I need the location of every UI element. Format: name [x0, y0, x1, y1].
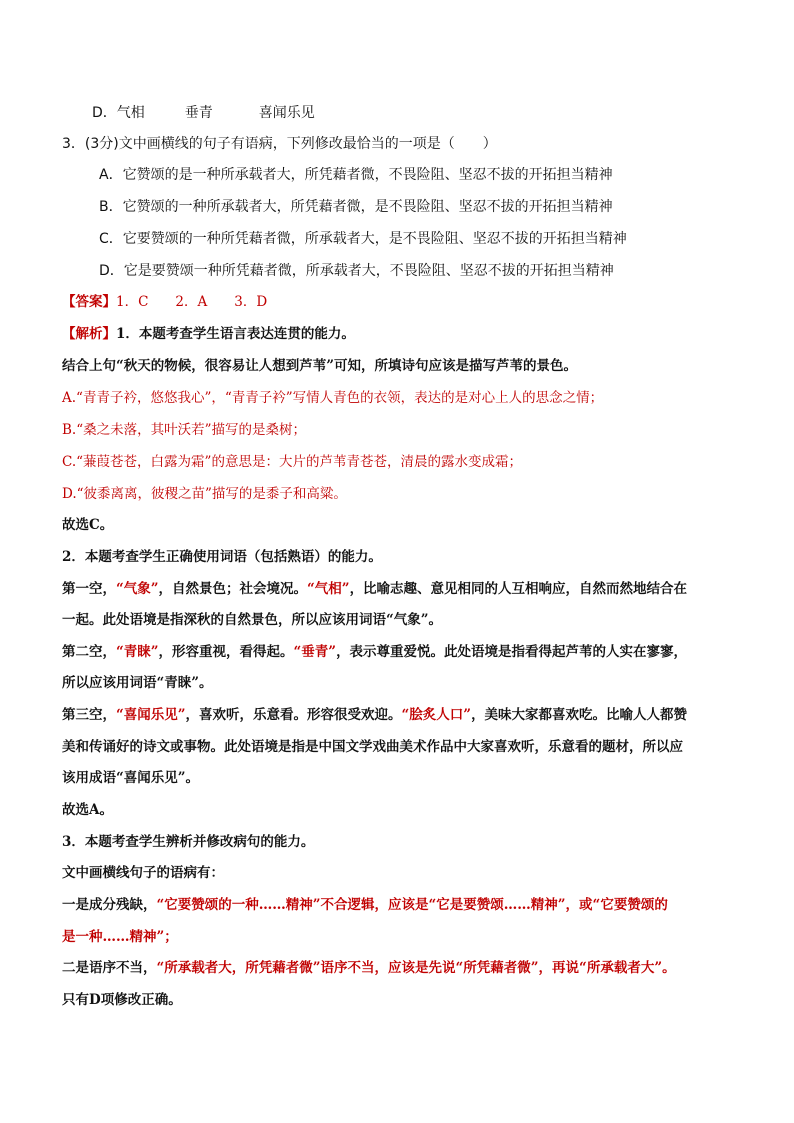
term-qinglai: “青睐”	[116, 644, 159, 660]
analysis-head	[62, 324, 355, 344]
text-run: 第一空，	[62, 581, 116, 597]
text-run: ，形容重视，看得起。	[158, 644, 294, 660]
analysis-p1-a: A.“青青子衿，悠悠我心”，“青青子衿”写情人青色的衣领，表达的是对心上人的思念之情；	[62, 390, 604, 406]
text-run: ，表示尊重爱悦。此处语境是指看得起芦苇的人实在寥寥，	[336, 644, 688, 660]
analysis-p3-line2	[62, 895, 668, 915]
analysis-p2-line1	[62, 579, 687, 599]
option-word-3: 喜闻乐见	[258, 105, 315, 121]
term-xiwenlejian: “喜闻乐见”	[116, 707, 186, 723]
text-run: 第二空，	[62, 644, 116, 660]
answer-line	[62, 292, 267, 312]
text-run: 第三空，	[62, 707, 116, 723]
term-qixiang: “气象”	[116, 581, 159, 597]
option-word-2: 垂青	[184, 105, 213, 121]
analysis-p2-line4: 所以应该用词语“青睐”。	[62, 675, 213, 691]
option-d-previous	[92, 103, 315, 123]
question-3-option-a: A．它赞颂的是一种所承载者大，所凭藉者微，不畏险阻、坚忍不拔的开拓担当精神	[99, 167, 613, 183]
question-3-option-d: D．它是要赞颂一种所凭藉者微，所承载者大，不畏险阻、坚忍不拔的开拓担当精神	[99, 263, 614, 279]
answer-text: 1．C 2．A 3．D	[116, 294, 268, 310]
analysis-p2-head: 2．本题考查学生正确使用词语（包括熟语）的能力。	[62, 549, 382, 565]
term-chuiqing: “垂青”	[293, 644, 337, 660]
analysis-p3-line3: 是一种……精神”；	[62, 929, 178, 945]
text-run: ，美味大家都喜欢吃。比喻人人都赞	[471, 707, 688, 723]
analysis-label: 【解析】	[62, 326, 116, 342]
analysis-p2-end: 故选A。	[62, 802, 113, 818]
text-run: ，自然景色；社会境况。	[158, 581, 308, 597]
text-run: ，比喻志趣、意见相同的人互相响应，自然而然地结合在	[349, 581, 688, 597]
text-run-red: “它要赞颂的一种……精神”不合逻辑，应该是“它是要赞颂……精神”，或“它要赞颂的	[156, 897, 668, 913]
option-letter: D．	[92, 105, 117, 121]
analysis-p1-head: 1．本题考查学生语言表达连贯的能力。	[116, 326, 355, 342]
question-3-option-c: C．它要赞颂的一种所凭藉者微，所承载者大，是不畏险阻、坚忍不拔的开拓担当精神	[99, 231, 627, 247]
text-run: ，喜欢听，乐意看。形容很受欢迎。	[185, 707, 402, 723]
option-word-1: 气相	[116, 105, 145, 121]
term-kuaizhirenkou: “脍炙人口”	[401, 707, 472, 723]
text-run-red: “所承载者大，所凭藉者微”语序不当，应该是先说“所凭藉者微”，再说“所承载者大”。	[156, 960, 676, 976]
analysis-p3-line4	[62, 958, 676, 978]
analysis-p2-line7: 该用成语“喜闻乐见”。	[62, 770, 200, 786]
analysis-p3-line1: 文中画横线句子的语病有：	[62, 865, 224, 881]
analysis-p1-d: D.“彼黍离离，彼稷之苗”描写的是黍子和高粱。	[62, 486, 347, 502]
analysis-p1-end: 故选C。	[62, 517, 114, 533]
question-3-option-b: B．它赞颂的一种所承载者大，所凭藉者微，是不畏险阻、坚忍不拔的开拓担当精神	[99, 199, 613, 215]
analysis-p2-line3	[62, 642, 687, 662]
analysis-p1-b: B.“桑之未落，其叶沃若”描写的是桑树；	[62, 422, 307, 438]
analysis-p2-line5	[62, 705, 687, 725]
text-run: 一是成分残缺，	[62, 897, 157, 913]
analysis-p1-line1: 结合上句“秋天的物候，很容易让人想到芦苇”可知，所填诗句应该是描写芦苇的景色。	[62, 358, 578, 374]
term-qixiang-alt: “气相”	[307, 581, 350, 597]
answer-label: 【答案】	[62, 294, 116, 310]
analysis-p3-head: 3．本题考查学生辨析并修改病句的能力。	[62, 834, 315, 850]
analysis-p2-line6: 美和传诵好的诗文或事物。此处语境是指是中国文学戏曲美术作品中大家喜欢听，乐意看的题材，所以应	[62, 739, 683, 755]
analysis-p2-line2: 一起。此处语境是指深秋的自然景色，所以应该用词语“气象”。	[62, 612, 443, 628]
analysis-p1-c: C.“蒹葭苍苍，白露为霜”的意思是：大片的芦苇青苍苍，清晨的露水变成霜；	[62, 454, 522, 470]
analysis-p3-line5: 只有D项修改正确。	[62, 992, 182, 1008]
text-run: 二是语序不当，	[62, 960, 157, 976]
question-3-stem: 3．(3分)文中画横线的句子有语病，下列修改最恰当的一项是（ ）	[62, 136, 497, 152]
